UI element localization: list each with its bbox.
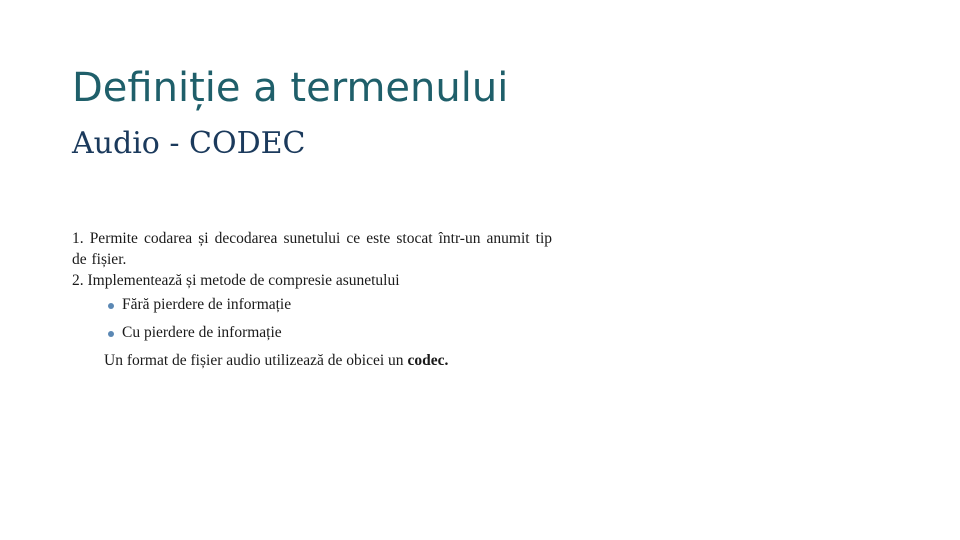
closing-statement xyxy=(72,347,552,375)
definition-point-1: 1. Permite codarea și decodarea sunetului ce este stocat într-un anumit tip de fișier. xyxy=(72,230,552,268)
list-item xyxy=(72,291,552,319)
compression-types-list xyxy=(72,291,552,347)
closing-text: Un format de fișier audio utilizează de obicei un xyxy=(104,352,408,369)
slide-subtitle: Audio - CODEC xyxy=(72,126,306,161)
list-item xyxy=(72,319,552,347)
slide-title: Definiție a termenului xyxy=(72,65,509,111)
definition-point-2: 2. Implementează și metode de compresie asunetului xyxy=(72,272,400,289)
bullet-icon xyxy=(108,331,114,337)
list-item-label: Cu pierdere de informație xyxy=(122,324,282,341)
codec-keyword: codec. xyxy=(407,352,449,369)
bullet-icon xyxy=(108,303,114,309)
list-item-label: Fără pierdere de informație xyxy=(122,296,292,313)
slide-body xyxy=(72,228,552,375)
